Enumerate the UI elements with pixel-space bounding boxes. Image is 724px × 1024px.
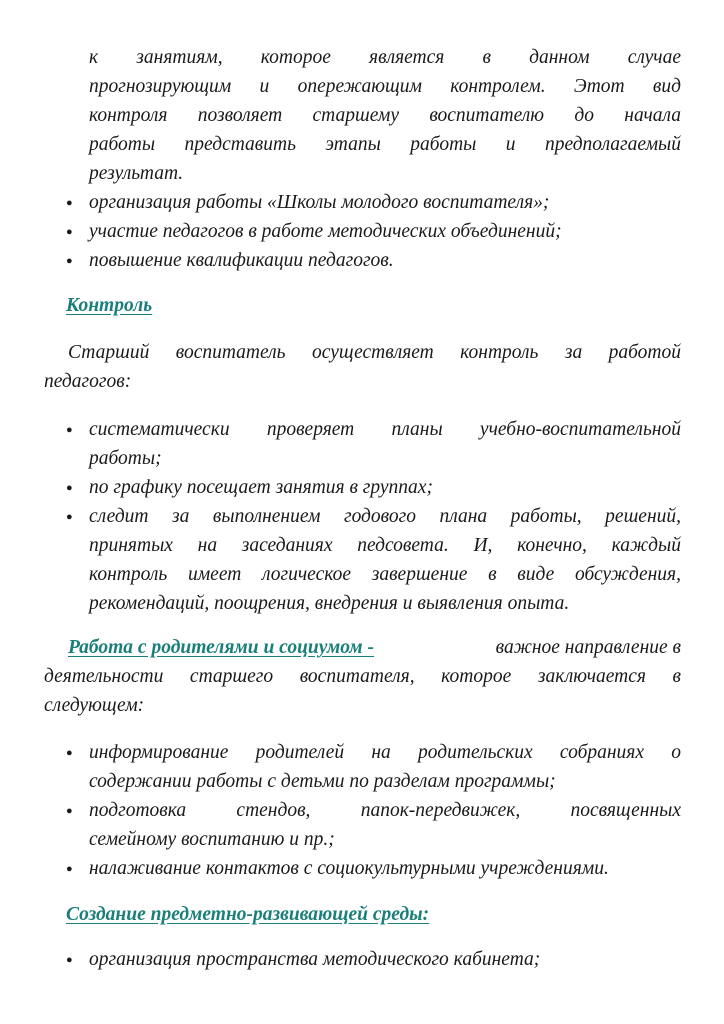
list-item: участие педагогов в работе методических объединений; [89,221,562,242]
bullet-icon: ● [66,954,73,966]
paragraph-line: следующем: [44,695,145,716]
section-heading-control: Контроль [66,295,153,316]
paragraph-line: контроля позволяет старшему воспитателю до начала [89,105,681,126]
list-item: информирование родителей на родительских собраниях о [89,742,681,763]
paragraph-line: прогнозирующим и опережающим контролем. Этот вид [89,76,681,97]
paragraph-line: к занятиям, которое является в данном случае [89,47,681,68]
list-item-continuation: рекомендаций, поощрения, внедрения и выявления опыта. [89,593,570,614]
list-item: по графику посещает занятия в группах; [89,477,433,498]
paragraph-text: важное направление в [495,637,681,658]
bullet-icon: ● [66,255,73,267]
bullet-icon: ● [66,226,73,238]
list-item: организация пространства методического кабинета; [89,949,541,970]
list-item: организация работы «Школы молодого воспитателя»; [89,192,550,213]
list-item-continuation: контроль имеет логическое завершение в виде обсуждения, [89,564,681,585]
paragraph-line: результат. [89,163,184,184]
bullet-icon: ● [66,424,73,436]
list-item-continuation: принятых на заседаниях педсовета. И, конечно, каждый [89,535,681,556]
list-item-continuation: семейному воспитанию и пр.; [89,829,335,850]
list-item: повышение квалификации педагогов. [89,250,394,271]
bullet-icon: ● [66,863,73,875]
paragraph-line [68,638,681,658]
list-item-continuation: содержании работы с детьми по разделам программы; [89,771,556,792]
bullet-icon: ● [66,747,73,759]
list-item: налаживание контактов с социокультурными учреждениями. [89,858,609,879]
paragraph-line: работы представить этапы работы и предполагаемый [89,134,681,155]
paragraph-line: Старший воспитатель осуществляет контроль за работой [68,342,681,363]
bullet-icon: ● [66,805,73,817]
list-item: следит за выполнением годового плана работы, решений, [89,506,681,527]
section-heading-environment: Создание предметно-развивающей среды: [66,904,430,925]
paragraph-line: деятельности старшего воспитателя, которое заключается в [44,666,681,687]
list-item-continuation: работы; [89,448,162,469]
paragraph-line: педагогов: [44,371,132,392]
bullet-icon: ● [66,482,73,494]
bullet-icon: ● [66,197,73,209]
section-heading-parents: Работа с родителями и социумом - [68,637,375,658]
list-item: подготовка стендов, папок-передвижек, посвященных [89,800,681,821]
list-item: систематически проверяет планы учебно-воспитательной [89,419,681,440]
bullet-icon: ● [66,511,73,523]
